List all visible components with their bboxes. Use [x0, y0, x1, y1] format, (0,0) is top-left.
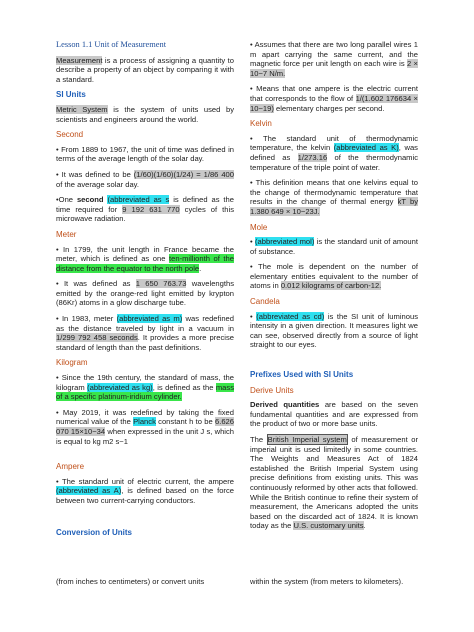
term-measurement: Measurement	[56, 55, 103, 65]
second-paragraph-3: •One second (abbreviated as s is defined as the time required for 9 192 631 770 cycles of this microwave radiation.	[56, 195, 235, 224]
kilogram-paragraph-2: • May 2019, it was redefined by taking the fixed numerical value of the Planck constant h to be 6.626 070 15×10−34 when expressed in the unit J s, which is equal to kg m2 s−1	[56, 407, 234, 446]
left-column	[56, 40, 234, 542]
second-paragraph-1: • From 1889 to 1967, the unit of time was defined in terms of the average length of the solar day.	[56, 144, 234, 164]
heading-kelvin: Kelvin	[250, 119, 272, 129]
right-column	[250, 40, 418, 537]
metric-system-definition: Metric System is the system of units used by scientists and engineers around the world.	[56, 104, 234, 124]
mole-paragraph-1: • (abbreviated mol) is the standard unit of amount of substance.	[250, 237, 418, 256]
heading-derive-units: Derive Units	[250, 385, 294, 395]
page-title: Lesson 1.1 Unit of Measurement	[56, 40, 167, 49]
ampere-paragraph-3: • Means that one ampere is the electric current that corresponds to the flow of 1/(1.602 176634 × 10−19) elementary charges per second.	[250, 84, 418, 113]
conversion-text-left: (from inches to centimeters) or convert units	[56, 577, 205, 586]
meter-paragraph-3: • In 1983, meter (abbreviated as m) was redefined as the distance traveled by light in a vacuum in 1/299 792 458 seconds. It provides a more precise standard of length than the past definitions.	[56, 314, 234, 352]
term-metric-system: Metric System	[56, 104, 108, 114]
kelvin-paragraph-2: • This definition means that one kelvins equal to the change of thermodynamic temperature that results in the change of thermal energy kT by 1.380 649 × 10−23J.	[250, 178, 418, 216]
derive-paragraph-1: Derived quantities are based on the seven fundamental quantities and are expressed from the product of two or more base units.	[250, 400, 418, 429]
heading-prefixes: Prefixes Used with SI Units	[250, 370, 354, 380]
heading-conversion-of-units: Conversion of Units	[56, 527, 133, 537]
conversion-text-right: within the system (from meters to kilometers).	[250, 577, 404, 586]
meter-paragraph-1: • In 1799, the unit length in France became the meter, which is defined as one ten-millionth of the distance from the equator to the north pole.	[56, 244, 234, 273]
derive-paragraph-2: The British Imperial system of measurement or imperial unit is used limitedly in some countries. The Weights and Measures Act of 1824 established the British Imperial System using precise definitions from existing units. This was continuously reformed by other acts that followed. While the British continue to refine their system of measurement, the Americans adopted the units based on the discarded act of 1824. It is known today as the U.S. customary units.	[250, 435, 418, 531]
heading-kilogram: Kilogram	[56, 358, 88, 368]
heading-meter: Meter	[56, 229, 77, 239]
heading-second: Second	[56, 130, 84, 140]
meter-paragraph-2: • It was defined as 1 650 763.73 wavelengths emitted by the orange-red light emitted by krypton (86Kr) atoms in a glow discharge tube.	[56, 279, 234, 308]
ampere-paragraph-1: • The standard unit of electric current, the ampere (abbreviated as A), is defined based on the force between two current-carrying conductors.	[56, 476, 234, 505]
kilogram-paragraph-1: • Since the 19th century, the standard of mass, the kilogram (abbreviated as kg), is defined as the mass of a specific platinum-iridium cylinder.	[56, 373, 234, 402]
kelvin-paragraph-1: • The standard unit of thermodynamic temperature, the kelvin (abbreviated as K), was defined as 1/273.16 of the thermodynamic temperature of the triple point of water.	[250, 133, 418, 172]
heading-candela: Candela	[250, 297, 280, 307]
heading-si-units: SI Units	[56, 90, 86, 100]
measurement-definition: Measurement is a process of assigning a quantity to describe a property of an object by comparing it with a standard.	[56, 55, 234, 84]
ampere-paragraph-2: • Assumes that there are two long parallel wires 1 m apart carrying the same current, and the magnetic force per unit length on each wire is 2 × 10−7 N/m.	[250, 40, 418, 78]
heading-mole: Mole	[250, 222, 268, 232]
second-paragraph-2: • It was defined to be (1/60)(1/60)(1/24) = 1/86 400 of the average solar day.	[56, 169, 235, 189]
candela-paragraph-1: • (abbreviated as cd) is the SI unit of luminous intensity in a given direction. It measures light we can see, observed directly from a source of light straight to our eyes.	[250, 311, 418, 350]
heading-ampere: Ampere	[56, 462, 85, 472]
mole-paragraph-2: • The mole is dependent on the number of elementary entities equivalent to the number of atoms in 0.012 kilograms of carbon-12.	[250, 262, 418, 291]
